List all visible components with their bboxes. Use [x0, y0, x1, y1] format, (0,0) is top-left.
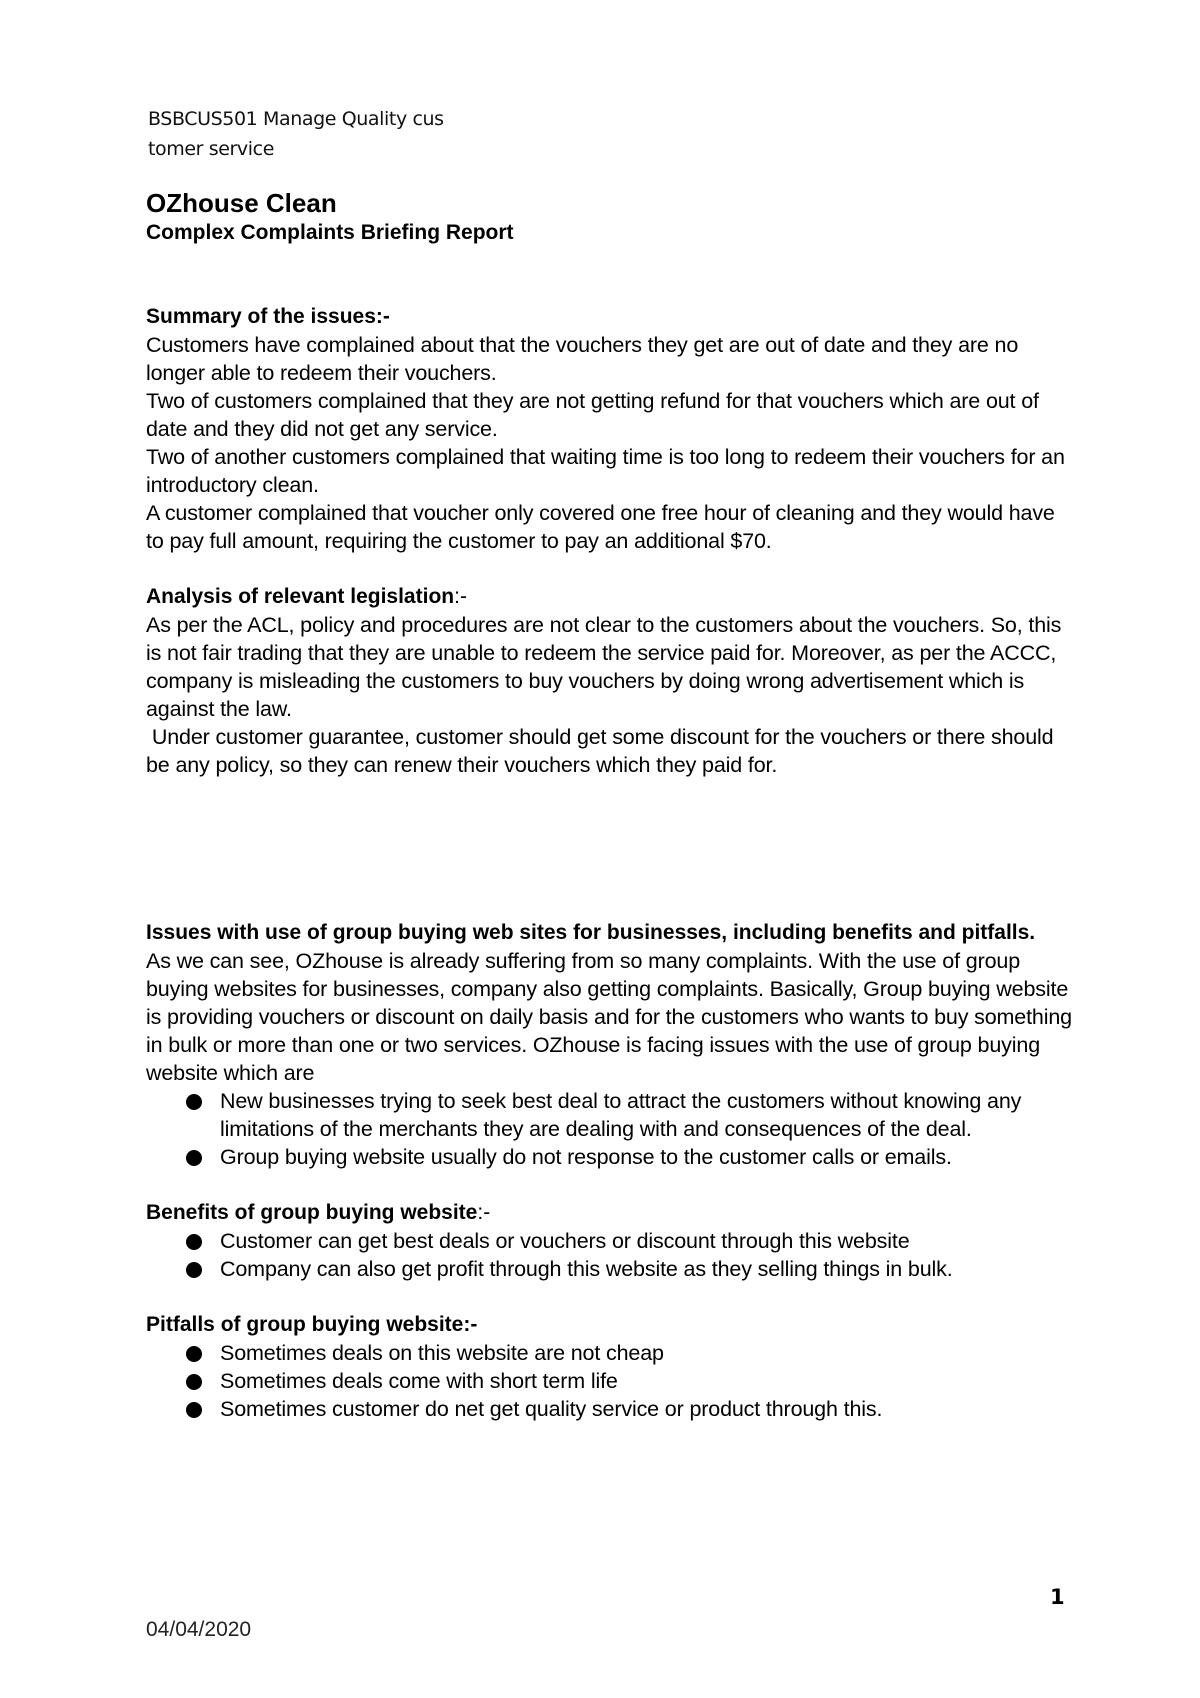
- list-item: [220, 1255, 1076, 1283]
- benefits-heading-suffix: :-: [477, 1201, 491, 1224]
- list-item: [220, 1143, 1076, 1171]
- page-number: 1: [1050, 1585, 1065, 1609]
- footer-date: 04/04/2020: [146, 1618, 252, 1641]
- section-spacer: [146, 807, 1076, 919]
- benefits-heading: [146, 1199, 1076, 1227]
- pitfalls-bullet-list: [146, 1339, 1076, 1423]
- issues-bullet-list: [146, 1087, 1076, 1171]
- summary-paragraph: Customers have complained about that the vouchers they get are out of date and they are no longer able to redeem their vouchers.: [146, 333, 1019, 385]
- analysis-heading: [146, 583, 1076, 611]
- analysis-heading-suffix: :-: [454, 585, 467, 608]
- document-subtitle: Complex Complaints Briefing Report: [146, 221, 514, 244]
- list-item-text: Sometimes deals come with short term life: [220, 1369, 618, 1393]
- issues-section: [146, 919, 1076, 1171]
- course-header-line-2: tomer service: [148, 138, 274, 160]
- bullet-icon: [186, 1150, 202, 1166]
- benefits-section: [146, 1199, 1076, 1283]
- analysis-section: [146, 583, 1076, 779]
- analysis-paragraph: As per the ACL, policy and procedures are not clear to the customers about the vouchers. So, this is not fair trading that they are unable to redeem the service paid for. Moreover, as per the ACCC, company is misleading the customers to buy vouchers by doing wrong advertisement which is against the law.: [146, 613, 1062, 721]
- benefits-heading-text: Benefits of group buying website: [146, 1201, 478, 1224]
- list-item: [220, 1227, 1076, 1255]
- summary-paragraph: Two of customers complained that they are not getting refund for that vouchers which are out of date and they did not get any service.: [146, 389, 1039, 441]
- benefits-bullet-list: [146, 1227, 1076, 1283]
- bullet-icon: [186, 1346, 202, 1362]
- list-item: [220, 1339, 1076, 1367]
- bullet-icon: [186, 1402, 202, 1418]
- list-item-text: Group buying website usually do not response to the customer calls or emails.: [220, 1145, 952, 1169]
- bullet-icon: [186, 1094, 202, 1110]
- list-item: [220, 1395, 1076, 1423]
- bullet-icon: [186, 1262, 202, 1278]
- issues-heading: Issues with use of group buying web sites for businesses, including benefits and pitfalls.: [146, 921, 1036, 944]
- list-item: [220, 1087, 1076, 1143]
- issues-paragraph: As we can see, OZhouse is already suffering from so many complaints. With the use of group buying websites for businesses, company also getting complaints. Basically, Group buying website is providing vouchers or discount on daily basis and for the customers who wants to buy something in bulk or more than one or two services. OZhouse is facing issues with the use of group buying website which are: [146, 949, 1072, 1085]
- bullet-icon: [186, 1234, 202, 1250]
- document-body: [146, 187, 1076, 1451]
- document-title: OZhouse Clean: [146, 188, 337, 218]
- summary-heading: Summary of the issues:-: [146, 305, 390, 328]
- list-item-text: Company can also get profit through this website as they selling things in bulk.: [220, 1257, 953, 1281]
- list-item: [220, 1367, 1076, 1395]
- pitfalls-heading: Pitfalls of group buying website:-: [146, 1313, 478, 1336]
- list-item-text: Sometimes customer do net get quality service or product through this.: [220, 1397, 883, 1421]
- analysis-paragraph: Under customer guarantee, customer should get some discount for the vouchers or there should be any policy, so they can renew their vouchers which they paid for.: [146, 725, 1060, 777]
- summary-section: [146, 303, 1076, 555]
- bullet-icon: [186, 1374, 202, 1390]
- course-header-line-1: BSBCUS501 Manage Quality cus: [148, 108, 444, 130]
- analysis-heading-text: Analysis of relevant legislation: [146, 585, 455, 608]
- list-item-text: Sometimes deals on this website are not cheap: [220, 1341, 664, 1365]
- list-item-text: New businesses trying to seek best deal to attract the customers without knowing any limitations of the merchants they are dealing with and consequences of the deal.: [220, 1089, 1022, 1141]
- summary-paragraph: A customer complained that voucher only covered one free hour of cleaning and they would have to pay full amount, requiring the customer to pay an additional $70.: [146, 501, 1055, 553]
- pitfalls-section: [146, 1311, 1076, 1423]
- summary-paragraph: Two of another customers complained that waiting time is too long to redeem their vouchers for an introductory clean.: [146, 445, 1065, 497]
- course-header: [148, 104, 488, 164]
- list-item-text: Customer can get best deals or vouchers or discount through this website: [220, 1229, 910, 1253]
